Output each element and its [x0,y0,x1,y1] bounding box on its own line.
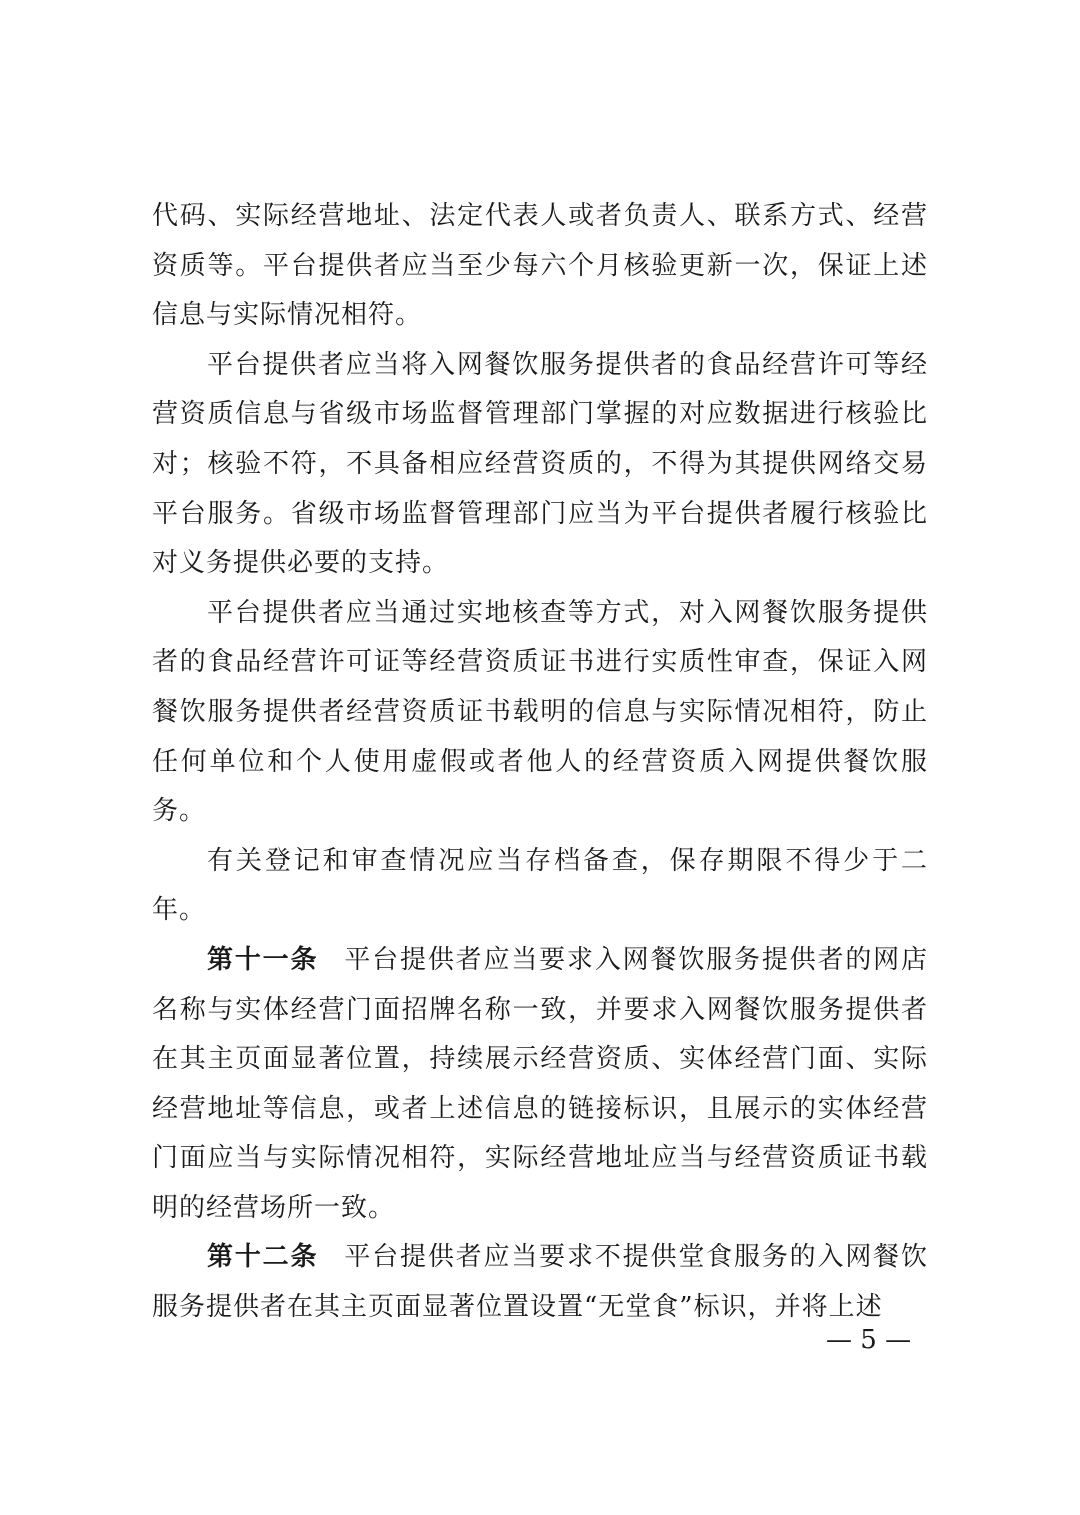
article-12-paragraph [152,1233,928,1332]
paragraph-text: 平台提供者应当通过实地核查等方式，对入网餐饮服务提供者的食品经营许可证等经营资质证书进行实质性审查，保证入网餐饮服务提供者经营资质证书载明的信息与实际情况相符，防止任何单位和个人使用虚假或者他人的经营资质入网提供餐饮服务。 [152,597,928,827]
paragraph [152,837,928,936]
paragraph [152,341,928,589]
paragraph-text: 平台提供者应当要求不提供堂食服务的入网餐饮服务提供者在其主页面显著位置设置“无堂食”标识，并将上述 [152,1242,928,1323]
page-number: — 5 — [826,1325,912,1355]
paragraph-text: 平台提供者应当将入网餐饮服务提供者的食品经营许可等经营资质信息与省级市场监督管理部门掌握的对应数据进行核验比对；核验不符，不具备相应经营资质的，不得为其提供网络交易平台服务。省级市场监督管理部门应当为平台提供者履行核验比对义务提供必要的支持。 [152,349,928,579]
paragraph-text: 平台提供者应当要求入网餐饮服务提供者的网店名称与实体经营门面招牌名称一致，并要求入网餐饮服务提供者在其主页面显著位置，持续展示经营资质、实体经营门面、实际经营地址等信息，或者上述信息的链接标识，且展示的实体经营门面应当与实际情况相符，实际经营地址应当与经营资质证书载明的经营场所一致。 [152,944,928,1223]
article-11-paragraph [152,936,928,1234]
article-heading: 第十二条 [207,1242,319,1273]
paragraph [152,589,928,837]
paragraph-text: 代码、实际经营地址、法定代表人或者负责人、联系方式、经营资质等。平台提供者应当至少每六个月核验更新一次，保证上述信息与实际情况相符。 [152,201,928,331]
paragraph-continuation [152,192,928,341]
document-body [152,192,928,1333]
paragraph-text: 有关登记和审查情况应当存档备查，保存期限不得少于二年。 [152,845,928,926]
article-heading: 第十一条 [207,944,319,975]
